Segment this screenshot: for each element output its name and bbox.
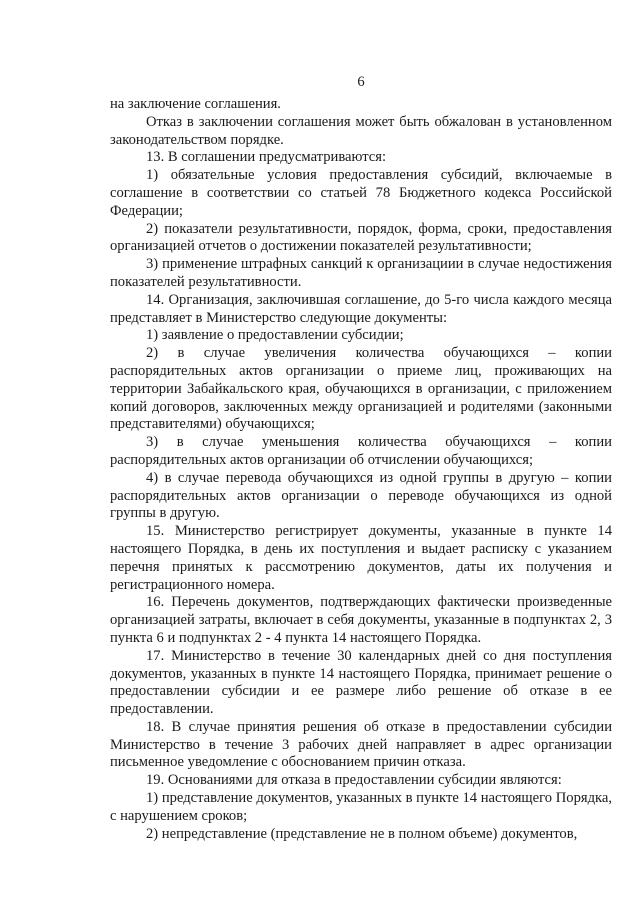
paragraph: 1) заявление о предоставлении субсидии; — [146, 327, 404, 344]
paragraph: 2) непредставление (представление не в полном объеме) документов, — [146, 825, 578, 842]
paragraph: на заключение соглашения. — [110, 96, 281, 112]
paragraph: 14. Организация, заключившая соглашение, до 5-го числа каждого месяца представляет в Министерство следующие документы: — [110, 291, 612, 326]
paragraph: Отказ в заключении соглашения может быть обжалован в установленном законодательством порядке. — [110, 113, 612, 148]
paragraph: 19. Основаниями для отказа в предоставлении субсидии являются: — [146, 772, 562, 789]
paragraph: 13. В соглашении предусматриваются: — [146, 149, 387, 166]
paragraph: 1) обязательные условия предоставления субсидий, включаемые в соглашение в соответствии со статьей 78 Бюджетного кодекса Российской Федерации; — [110, 167, 612, 219]
paragraph: 15. Министерство регистрирует документы, указанные в пункте 14 настоящего Порядка, в день их поступления и выдает расписку с указанием перечня принятых к рассмотрению документов, даты их получения и регистрационного номера. — [110, 523, 612, 593]
paragraph: 4) в случае перевода обучающихся из одной группы в другую – копии распорядительных актов организации о переводе обучающихся из одной группы в другую. — [110, 469, 612, 522]
document-body — [110, 96, 612, 843]
paragraph: 18. В случае принятия решения об отказе в предоставлении субсидии Министерство в течение 3 рабочих дней направляет в адрес организации письменное уведомление с обоснованием причин отказа. — [110, 718, 612, 771]
paragraph: 3) применение штрафных санкций к организациии в случае недостижения показателей результативности. — [110, 256, 612, 290]
paragraph: 2) показатели результативности, порядок, форма, сроки, предоставления организацией отчетов о достижении показателей результативности; — [110, 220, 612, 255]
paragraph: 1) представление документов, указанных в пункте 14 настоящего Порядка, с нарушением сроков; — [110, 790, 612, 824]
paragraph: 3) в случае уменьшения количества обучающихся – копии распорядительных актов организации об отчислении обучающихся; — [110, 434, 612, 468]
page-number: 6 — [357, 74, 365, 90]
paragraph: 2) в случае увеличения количества обучающихся – копии распорядительных актов организации о приеме лиц, проживающих на территории Забайкальского края, обучающихся в организации, с приложением копий договоров, заключенных между организацией и родителями (законными представителями) обучающихся; — [110, 345, 612, 433]
paragraph: 16. Перечень документов, подтверждающих фактически произведенные организацией затраты, включает в себя документы, указанные в подпунктах 2, 3 пункта 6 и подпунктах 2 - 4 пункта 14 настоящего Порядка. — [110, 594, 612, 646]
paragraph: 17. Министерство в течение 30 календарных дней со дня поступления документов, указанных в пункте 14 настоящего Порядка, принимает решение о предоставлении субсидии и ее размере либо решение об отказе в ее предоставлении. — [110, 647, 612, 718]
